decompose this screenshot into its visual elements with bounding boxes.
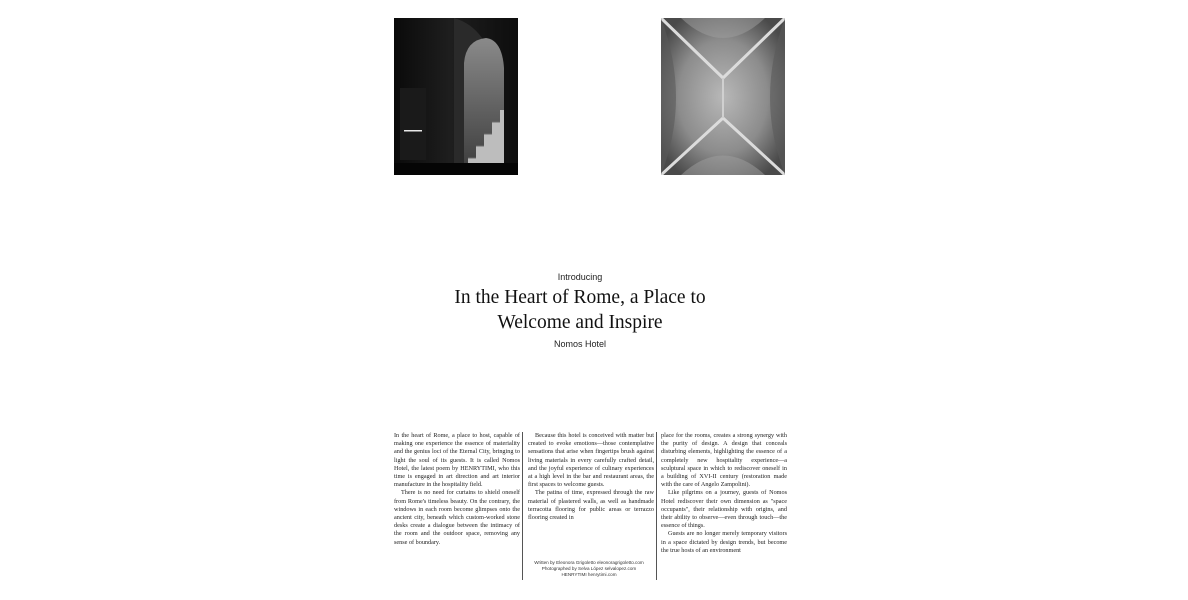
- article-title: [371, 285, 789, 335]
- article-kicker: Introducing: [557, 272, 603, 282]
- column-divider: [656, 432, 657, 580]
- magazine-page: [371, 0, 789, 600]
- text-column-3: [661, 432, 787, 555]
- paragraph: There is no need for curtains to shield oneself from Rome's timeless beauty. On the contrary, the windows in each room become glimpses onto the ancient city, beneath which custom-worked stone desks create a dialogue between the intimacy of the room and the outdoor space, removing any sense of boundary.: [394, 489, 520, 546]
- credit-writer: Written by Eleonora Grigoletto eleonoragrigoletto.com: [534, 560, 644, 565]
- article-title-line-2: Welcome and Inspire: [497, 312, 663, 333]
- article-title-line-1: In the Heart of Rome, a Place to: [454, 287, 706, 308]
- credit-photographer: Photographed by Selva López selvalopez.com: [541, 566, 637, 572]
- article-subtitle: Nomos Hotel: [553, 339, 607, 349]
- credits-block: [522, 560, 656, 579]
- paragraph: The patina of time, expressed through the raw material of plastered walls, as well as handmade terracotta flooring for public areas or terrazzo flooring created in: [528, 489, 654, 522]
- vaulted-ceiling-photo: [661, 18, 785, 175]
- text-column-1: [394, 432, 520, 547]
- paragraph: Guests are no longer merely temporary visitors in a space dictated by design trends, but become the true hosts of an environment: [661, 530, 787, 554]
- text-column-2: [528, 432, 654, 522]
- paragraph: In the heart of Rome, a place to host, capable of making one experience the essence of materiality and the genius loci of the Eternal City, bringing to light the soul of its guests. It is called Nomos Hotel, the latest poem by HENRYTIMI, who this time is engaged in art direction and art interior manufacture in the hospitality field.: [394, 432, 520, 489]
- column-divider: [522, 432, 523, 580]
- arched-staircase-photo: [394, 18, 518, 175]
- paragraph: place for the rooms, creates a strong synergy with the purity of design. A design that conceals disturbing elements, highlighting the essence of a completely new hospitality experience—a sculptural space in which to rediscover oneself in a building of XVI-II century (restoration made with the care of Angelo Zampolini).: [661, 432, 787, 489]
- paragraph: Like pilgrims on a journey, guests of Nomos Hotel rediscover their own dimension as "space occupants", their relationship with origins, and their ability to observe—even through touch—the essence of things.: [661, 489, 787, 530]
- paragraph: Because this hotel is conceived with matter but created to evoke emotions—those contemplative sensations that arise when fingertips brush against living materials in every carefully crafted detail, and the joyful experience of culinary experiences at a high level in the bar and restaurant areas, the first spaces to welcome guests.: [528, 432, 654, 489]
- credit-brand: HENRYTIMI henrytimi.com: [561, 572, 617, 578]
